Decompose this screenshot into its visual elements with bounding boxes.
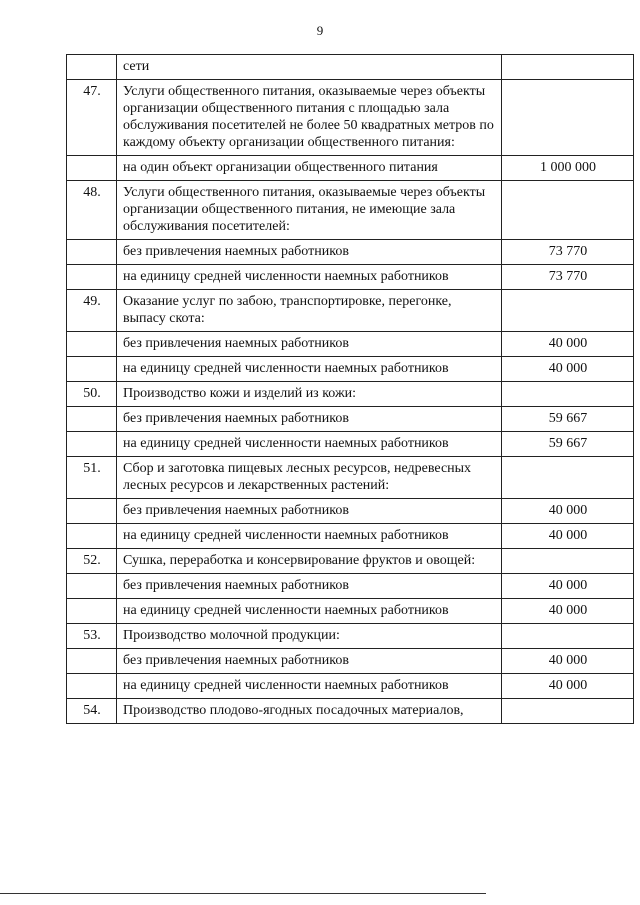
row-value-cell (502, 457, 634, 499)
row-number-cell: 50. (67, 382, 117, 407)
table-row (67, 55, 634, 80)
row-description-cell: без привлечения наемных работников (117, 499, 502, 524)
row-value-cell (502, 549, 634, 574)
rates-table-body (67, 55, 634, 724)
table-row (67, 499, 634, 524)
row-value-cell: 40 000 (502, 574, 634, 599)
row-number-cell: 52. (67, 549, 117, 574)
table-row (67, 457, 634, 499)
table-row (67, 649, 634, 674)
row-number-cell: 53. (67, 624, 117, 649)
row-number-cell (67, 599, 117, 624)
row-value-cell (502, 382, 634, 407)
row-description-cell: Услуги общественного питания, оказываемые через объекты организации общественного питания, не имеющие зала обслуживания посетителей: (117, 181, 502, 240)
row-value-cell: 40 000 (502, 599, 634, 624)
table-row (67, 524, 634, 549)
table-row (67, 549, 634, 574)
row-description-cell: Услуги общественного питания, оказываемые через объекты организации общественного питания с площадью зала обслуживания посетителей не более 50 квадратных метров по каждому объекту организации общественного питания: (117, 80, 502, 156)
table-row (67, 624, 634, 649)
row-description-cell: без привлечения наемных работников (117, 332, 502, 357)
table-row (67, 156, 634, 181)
row-value-cell: 40 000 (502, 674, 634, 699)
row-description-cell: на единицу средней численности наемных работников (117, 432, 502, 457)
row-description-cell: сети (117, 55, 502, 80)
table-row (67, 382, 634, 407)
row-value-cell (502, 699, 634, 724)
row-number-cell (67, 524, 117, 549)
row-description-cell: Сушка, переработка и консервирование фруктов и овощей: (117, 549, 502, 574)
row-description-cell: на единицу средней численности наемных работников (117, 357, 502, 382)
footer-divider (0, 893, 486, 894)
row-number-cell (67, 357, 117, 382)
row-description-cell: на единицу средней численности наемных работников (117, 524, 502, 549)
row-description-cell: без привлечения наемных работников (117, 574, 502, 599)
row-number-cell (67, 407, 117, 432)
row-value-cell: 73 770 (502, 265, 634, 290)
row-number-cell: 54. (67, 699, 117, 724)
table-row (67, 240, 634, 265)
row-number-cell (67, 499, 117, 524)
row-description-cell: Производство молочной продукции: (117, 624, 502, 649)
row-description-cell: без привлечения наемных работников (117, 240, 502, 265)
row-value-cell (502, 624, 634, 649)
row-number-cell: 51. (67, 457, 117, 499)
table-row (67, 432, 634, 457)
rates-table (66, 54, 634, 724)
row-number-cell (67, 332, 117, 357)
row-value-cell: 1 000 000 (502, 156, 634, 181)
table-row (67, 699, 634, 724)
row-value-cell: 40 000 (502, 524, 634, 549)
row-description-cell: на единицу средней численности наемных работников (117, 265, 502, 290)
row-value-cell (502, 55, 634, 80)
row-description-cell: на единицу средней численности наемных работников (117, 674, 502, 699)
row-number-cell (67, 265, 117, 290)
row-value-cell: 40 000 (502, 649, 634, 674)
row-value-cell: 40 000 (502, 357, 634, 382)
row-number-cell: 48. (67, 181, 117, 240)
row-number-cell (67, 432, 117, 457)
table-row (67, 290, 634, 332)
row-description-cell: без привлечения наемных работников (117, 649, 502, 674)
row-description-cell: Производство кожи и изделий из кожи: (117, 382, 502, 407)
row-description-cell: Производство плодово-ягодных посадочных материалов, (117, 699, 502, 724)
table-row (67, 332, 634, 357)
row-number-cell (67, 574, 117, 599)
row-number-cell: 47. (67, 80, 117, 156)
row-description-cell: на единицу средней численности наемных работников (117, 599, 502, 624)
table-row (67, 574, 634, 599)
row-number-cell (67, 55, 117, 80)
row-value-cell: 73 770 (502, 240, 634, 265)
table-row (67, 357, 634, 382)
row-value-cell (502, 80, 634, 156)
table-row (67, 674, 634, 699)
table-row (67, 265, 634, 290)
row-number-cell (67, 240, 117, 265)
row-number-cell: 49. (67, 290, 117, 332)
row-number-cell (67, 156, 117, 181)
row-description-cell: Оказание услуг по забою, транспортировке, перегонке, выпасу скота: (117, 290, 502, 332)
row-description-cell: на один объект организации общественного питания (117, 156, 502, 181)
row-number-cell (67, 674, 117, 699)
row-value-cell: 40 000 (502, 332, 634, 357)
table-row (67, 80, 634, 156)
row-description-cell: без привлечения наемных работников (117, 407, 502, 432)
table-row (67, 181, 634, 240)
row-value-cell: 59 667 (502, 432, 634, 457)
row-value-cell (502, 181, 634, 240)
row-value-cell: 40 000 (502, 499, 634, 524)
row-description-cell: Сбор и заготовка пищевых лесных ресурсов, недревесных лесных ресурсов и лекарственных растений: (117, 457, 502, 499)
page-number: 9 (316, 23, 324, 38)
row-value-cell (502, 290, 634, 332)
table-row (67, 407, 634, 432)
row-value-cell: 59 667 (502, 407, 634, 432)
table-row (67, 599, 634, 624)
row-number-cell (67, 649, 117, 674)
